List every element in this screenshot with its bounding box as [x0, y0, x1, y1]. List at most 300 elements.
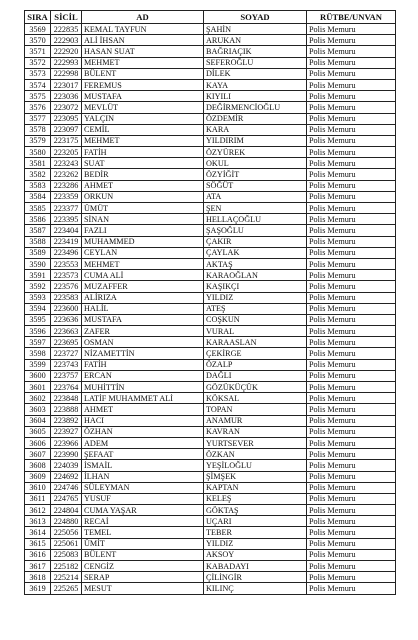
table-row	[25, 505, 396, 516]
table-row	[25, 191, 396, 202]
cell-ad: CEYLAN	[82, 247, 204, 258]
cell-rutbe: Polis Memuru	[307, 68, 396, 79]
header-sira: SIRA	[25, 11, 51, 24]
cell-sicil: 224039	[51, 460, 82, 471]
table-row	[25, 147, 396, 158]
cell-sira: 3615	[25, 538, 51, 549]
cell-soyad: UÇARI	[204, 516, 307, 527]
table-row	[25, 79, 396, 90]
cell-soyad: GÖZÜKÜÇÜK	[204, 382, 307, 393]
cell-sicil: 223553	[51, 258, 82, 269]
table-row	[25, 516, 396, 527]
cell-sicil: 224880	[51, 516, 82, 527]
cell-ad: ALİRIZA	[82, 292, 204, 303]
cell-soyad: HELLAÇOĞLU	[204, 214, 307, 225]
table-row	[25, 437, 396, 448]
cell-sicil: 223583	[51, 292, 82, 303]
cell-sicil: 223395	[51, 214, 82, 225]
cell-rutbe: Polis Memuru	[307, 191, 396, 202]
cell-sicil: 224746	[51, 482, 82, 493]
cell-sira: 3607	[25, 449, 51, 460]
cell-rutbe: Polis Memuru	[307, 561, 396, 572]
cell-sira: 3612	[25, 505, 51, 516]
cell-sira: 3580	[25, 147, 51, 158]
cell-soyad: ÖZALP	[204, 359, 307, 370]
cell-ad: FEREMUS	[82, 79, 204, 90]
cell-soyad: KILINÇ	[204, 583, 307, 594]
cell-soyad: ÖZYÜREK	[204, 147, 307, 158]
cell-ad: CEMİL	[82, 124, 204, 135]
table-row	[25, 359, 396, 370]
personnel-table	[24, 10, 396, 595]
cell-rutbe: Polis Memuru	[307, 281, 396, 292]
cell-ad: MUHAMMED	[82, 236, 204, 247]
cell-sicil: 223205	[51, 147, 82, 158]
cell-rutbe: Polis Memuru	[307, 303, 396, 314]
header-ad: AD	[82, 11, 204, 24]
table-row	[25, 113, 396, 124]
cell-sira: 3593	[25, 292, 51, 303]
cell-sira: 3576	[25, 102, 51, 113]
header-rutbe: RÜTBE/UNVAN	[307, 11, 396, 24]
table-row	[25, 404, 396, 415]
table-row	[25, 281, 396, 292]
cell-ad: BÜLENT	[82, 549, 204, 560]
cell-ad: BÜLENT	[82, 68, 204, 79]
cell-ad: ORKUN	[82, 191, 204, 202]
cell-sicil: 222903	[51, 35, 82, 46]
cell-soyad: ŞEN	[204, 203, 307, 214]
cell-sira: 3573	[25, 68, 51, 79]
cell-ad: AHMET	[82, 180, 204, 191]
cell-ad: MUHİTTİN	[82, 382, 204, 393]
cell-sicil: 222920	[51, 46, 82, 57]
cell-sicil: 223262	[51, 169, 82, 180]
cell-sira: 3598	[25, 348, 51, 359]
cell-ad: ÜMÜT	[82, 203, 204, 214]
cell-soyad: KARA	[204, 124, 307, 135]
table-row	[25, 292, 396, 303]
table-row	[25, 326, 396, 337]
cell-sira: 3571	[25, 46, 51, 57]
cell-sicil: 223888	[51, 404, 82, 415]
cell-rutbe: Polis Memuru	[307, 370, 396, 381]
cell-sicil: 225083	[51, 549, 82, 560]
table-row	[25, 538, 396, 549]
cell-soyad: KÖKSAL	[204, 393, 307, 404]
cell-sicil: 223095	[51, 113, 82, 124]
cell-soyad: ÇEKİRGE	[204, 348, 307, 359]
cell-ad: HALİL	[82, 303, 204, 314]
table-row	[25, 24, 396, 35]
cell-sicil: 223404	[51, 225, 82, 236]
cell-sicil: 225214	[51, 572, 82, 583]
cell-rutbe: Polis Memuru	[307, 393, 396, 404]
cell-sicil: 223377	[51, 203, 82, 214]
table-row	[25, 370, 396, 381]
cell-sira: 3601	[25, 382, 51, 393]
cell-rutbe: Polis Memuru	[307, 24, 396, 35]
cell-sicil: 223097	[51, 124, 82, 135]
cell-soyad: ÇAKIR	[204, 236, 307, 247]
cell-sira: 3618	[25, 572, 51, 583]
cell-sira: 3592	[25, 281, 51, 292]
cell-rutbe: Polis Memuru	[307, 214, 396, 225]
cell-ad: RECAİ	[82, 516, 204, 527]
table-row	[25, 303, 396, 314]
cell-rutbe: Polis Memuru	[307, 135, 396, 146]
cell-sicil: 223576	[51, 281, 82, 292]
cell-sicil: 225061	[51, 538, 82, 549]
cell-ad: ÖZHAN	[82, 426, 204, 437]
cell-sira: 3585	[25, 203, 51, 214]
cell-sira: 3597	[25, 337, 51, 348]
cell-ad: HASAN SUAT	[82, 46, 204, 57]
table-row	[25, 247, 396, 258]
cell-soyad: COŞKUN	[204, 314, 307, 325]
cell-rutbe: Polis Memuru	[307, 203, 396, 214]
cell-soyad: KAŞIKÇI	[204, 281, 307, 292]
table-row	[25, 158, 396, 169]
cell-sicil: 224765	[51, 493, 82, 504]
cell-rutbe: Polis Memuru	[307, 91, 396, 102]
cell-soyad: TOPAN	[204, 404, 307, 415]
cell-ad: MESUT	[82, 583, 204, 594]
cell-sicil: 223600	[51, 303, 82, 314]
cell-ad: SERAP	[82, 572, 204, 583]
cell-ad: YALÇIN	[82, 113, 204, 124]
cell-sicil: 223892	[51, 415, 82, 426]
cell-rutbe: Polis Memuru	[307, 147, 396, 158]
cell-sicil: 223286	[51, 180, 82, 191]
cell-rutbe: Polis Memuru	[307, 505, 396, 516]
cell-ad: AHMET	[82, 404, 204, 415]
cell-soyad: DİLEK	[204, 68, 307, 79]
cell-ad: BEDİR	[82, 169, 204, 180]
cell-soyad: YILDIZ	[204, 538, 307, 549]
cell-ad: KEMAL TAYFUN	[82, 24, 204, 35]
cell-ad: MUSTAFA	[82, 314, 204, 325]
cell-sira: 3577	[25, 113, 51, 124]
cell-sira: 3569	[25, 24, 51, 35]
cell-sicil: 222835	[51, 24, 82, 35]
cell-sira: 3609	[25, 471, 51, 482]
table-row	[25, 415, 396, 426]
cell-soyad: ÖZDEMİR	[204, 113, 307, 124]
cell-sicil: 223990	[51, 449, 82, 460]
cell-soyad: YILDIRIM	[204, 135, 307, 146]
header-row	[25, 11, 396, 24]
cell-ad: MEHMET	[82, 135, 204, 146]
cell-soyad: ATA	[204, 191, 307, 202]
cell-ad: İSMAİL	[82, 460, 204, 471]
cell-sira: 3589	[25, 247, 51, 258]
cell-ad: YUSUF	[82, 493, 204, 504]
cell-soyad: YURTSEVER	[204, 437, 307, 448]
cell-sicil: 223743	[51, 359, 82, 370]
cell-sira: 3605	[25, 426, 51, 437]
cell-rutbe: Polis Memuru	[307, 337, 396, 348]
cell-sicil: 223573	[51, 270, 82, 281]
cell-sira: 3587	[25, 225, 51, 236]
table-row	[25, 348, 396, 359]
cell-soyad: OKUL	[204, 158, 307, 169]
cell-soyad: KAVRAN	[204, 426, 307, 437]
cell-rutbe: Polis Memuru	[307, 516, 396, 527]
table-row	[25, 449, 396, 460]
cell-sicil: 224692	[51, 471, 82, 482]
cell-soyad: ŞİMŞEK	[204, 471, 307, 482]
cell-soyad: DAĞLI	[204, 370, 307, 381]
cell-sicil: 223175	[51, 135, 82, 146]
cell-soyad: ANAMUR	[204, 415, 307, 426]
cell-sicil: 222998	[51, 68, 82, 79]
cell-sira: 3570	[25, 35, 51, 46]
header-sicil: SİCİL	[51, 11, 82, 24]
cell-sira: 3606	[25, 437, 51, 448]
cell-sicil: 225265	[51, 583, 82, 594]
cell-ad: MEHMET	[82, 57, 204, 68]
cell-sicil: 223243	[51, 158, 82, 169]
table-row	[25, 493, 396, 504]
table-row	[25, 258, 396, 269]
cell-ad: ALİ İHSAN	[82, 35, 204, 46]
cell-ad: MEHMET	[82, 258, 204, 269]
cell-rutbe: Polis Memuru	[307, 549, 396, 560]
cell-ad: HACI	[82, 415, 204, 426]
table-row	[25, 214, 396, 225]
cell-soyad: ATEŞ	[204, 303, 307, 314]
cell-rutbe: Polis Memuru	[307, 46, 396, 57]
cell-sicil: 225182	[51, 561, 82, 572]
cell-sira: 3572	[25, 57, 51, 68]
cell-sicil: 223017	[51, 79, 82, 90]
cell-soyad: DEĞİRMENCİOĞLU	[204, 102, 307, 113]
cell-rutbe: Polis Memuru	[307, 270, 396, 281]
cell-ad: FAZLI	[82, 225, 204, 236]
table-row	[25, 270, 396, 281]
table-row	[25, 527, 396, 538]
cell-rutbe: Polis Memuru	[307, 482, 396, 493]
cell-soyad: ŞAŞOĞLU	[204, 225, 307, 236]
cell-sicil: 223663	[51, 326, 82, 337]
cell-ad: OSMAN	[82, 337, 204, 348]
cell-soyad: AKSOY	[204, 549, 307, 560]
cell-ad: TEMEL	[82, 527, 204, 538]
cell-ad: CUMA ALİ	[82, 270, 204, 281]
cell-ad: ERCAN	[82, 370, 204, 381]
cell-rutbe: Polis Memuru	[307, 572, 396, 583]
cell-soyad: VURAL	[204, 326, 307, 337]
table-row	[25, 102, 396, 113]
cell-rutbe: Polis Memuru	[307, 158, 396, 169]
table-row	[25, 180, 396, 191]
cell-ad: SUAT	[82, 158, 204, 169]
cell-sira: 3586	[25, 214, 51, 225]
cell-sira: 3614	[25, 527, 51, 538]
cell-sira: 3575	[25, 91, 51, 102]
cell-soyad: ARUKAN	[204, 35, 307, 46]
cell-ad: MUSTAFA	[82, 91, 204, 102]
cell-sira: 3594	[25, 303, 51, 314]
cell-sira: 3583	[25, 180, 51, 191]
cell-rutbe: Polis Memuru	[307, 348, 396, 359]
cell-rutbe: Polis Memuru	[307, 382, 396, 393]
cell-rutbe: Polis Memuru	[307, 102, 396, 113]
cell-sira: 3619	[25, 583, 51, 594]
cell-sira: 3610	[25, 482, 51, 493]
cell-rutbe: Polis Memuru	[307, 426, 396, 437]
cell-soyad: BAĞRIAÇIK	[204, 46, 307, 57]
cell-sicil: 223695	[51, 337, 82, 348]
cell-ad: FATİH	[82, 359, 204, 370]
table-row	[25, 91, 396, 102]
cell-sira: 3608	[25, 460, 51, 471]
cell-ad: SÜLEYMAN	[82, 482, 204, 493]
cell-sicil: 223848	[51, 393, 82, 404]
cell-sicil: 223727	[51, 348, 82, 359]
cell-sicil: 223764	[51, 382, 82, 393]
cell-sira: 3604	[25, 415, 51, 426]
cell-sira: 3591	[25, 270, 51, 281]
cell-soyad: KAYA	[204, 79, 307, 90]
cell-sira: 3617	[25, 561, 51, 572]
cell-sira: 3595	[25, 314, 51, 325]
table-row	[25, 314, 396, 325]
table-row	[25, 68, 396, 79]
cell-sira: 3611	[25, 493, 51, 504]
cell-rutbe: Polis Memuru	[307, 527, 396, 538]
cell-rutbe: Polis Memuru	[307, 460, 396, 471]
cell-sira: 3602	[25, 393, 51, 404]
table-row	[25, 169, 396, 180]
cell-ad: ZAFER	[82, 326, 204, 337]
cell-soyad: KARAOĞLAN	[204, 270, 307, 281]
cell-rutbe: Polis Memuru	[307, 314, 396, 325]
cell-soyad: AKTAŞ	[204, 258, 307, 269]
cell-rutbe: Polis Memuru	[307, 35, 396, 46]
cell-ad: FATİH	[82, 147, 204, 158]
cell-sicil: 224804	[51, 505, 82, 516]
cell-soyad: ÇAYLAK	[204, 247, 307, 258]
cell-sira: 3616	[25, 549, 51, 560]
cell-sira: 3596	[25, 326, 51, 337]
cell-rutbe: Polis Memuru	[307, 292, 396, 303]
table-row	[25, 337, 396, 348]
cell-sira: 3581	[25, 158, 51, 169]
cell-sira: 3613	[25, 516, 51, 527]
cell-soyad: YEŞİLOĞLU	[204, 460, 307, 471]
cell-rutbe: Polis Memuru	[307, 359, 396, 370]
cell-ad: İLHAN	[82, 471, 204, 482]
table-body	[25, 24, 396, 595]
cell-sicil: 223419	[51, 236, 82, 247]
cell-rutbe: Polis Memuru	[307, 471, 396, 482]
cell-rutbe: Polis Memuru	[307, 415, 396, 426]
table-row	[25, 572, 396, 583]
cell-ad: ADEM	[82, 437, 204, 448]
cell-rutbe: Polis Memuru	[307, 538, 396, 549]
cell-soyad: KAPTAN	[204, 482, 307, 493]
cell-sira: 3599	[25, 359, 51, 370]
table-row	[25, 583, 396, 594]
cell-sicil: 223359	[51, 191, 82, 202]
cell-rutbe: Polis Memuru	[307, 404, 396, 415]
cell-sicil: 223036	[51, 91, 82, 102]
cell-rutbe: Polis Memuru	[307, 124, 396, 135]
cell-ad: CENGİZ	[82, 561, 204, 572]
cell-ad: NİZAMETTİN	[82, 348, 204, 359]
table-row	[25, 135, 396, 146]
table-row	[25, 57, 396, 68]
cell-rutbe: Polis Memuru	[307, 258, 396, 269]
cell-ad: LATİF MUHAMMET ALİ	[82, 393, 204, 404]
table-row	[25, 482, 396, 493]
table-row	[25, 471, 396, 482]
table-row	[25, 35, 396, 46]
cell-ad: CUMA YAŞAR	[82, 505, 204, 516]
header-soyad: SOYAD	[204, 11, 307, 24]
cell-soyad: YILDIZ	[204, 292, 307, 303]
cell-sira: 3579	[25, 135, 51, 146]
cell-rutbe: Polis Memuru	[307, 437, 396, 448]
cell-sira: 3603	[25, 404, 51, 415]
cell-sira: 3574	[25, 79, 51, 90]
table-row	[25, 460, 396, 471]
cell-sira: 3578	[25, 124, 51, 135]
cell-soyad: ÇİLİNGİR	[204, 572, 307, 583]
cell-soyad: ÖZYİĞİT	[204, 169, 307, 180]
cell-rutbe: Polis Memuru	[307, 449, 396, 460]
cell-soyad: TEBER	[204, 527, 307, 538]
cell-rutbe: Polis Memuru	[307, 113, 396, 124]
cell-rutbe: Polis Memuru	[307, 180, 396, 191]
cell-rutbe: Polis Memuru	[307, 326, 396, 337]
table-row	[25, 549, 396, 560]
cell-sicil: 223636	[51, 314, 82, 325]
cell-sicil: 223927	[51, 426, 82, 437]
cell-ad: ÜMİT	[82, 538, 204, 549]
cell-sicil: 225056	[51, 527, 82, 538]
cell-soyad: KABADAYI	[204, 561, 307, 572]
cell-soyad: SEFEROĞLU	[204, 57, 307, 68]
cell-soyad: ÖZKAN	[204, 449, 307, 460]
cell-sicil: 223072	[51, 102, 82, 113]
table-row	[25, 203, 396, 214]
table-row	[25, 393, 396, 404]
cell-soyad: ŞAHİN	[204, 24, 307, 35]
cell-sicil: 223966	[51, 437, 82, 448]
cell-rutbe: Polis Memuru	[307, 236, 396, 247]
cell-rutbe: Polis Memuru	[307, 225, 396, 236]
table-row	[25, 236, 396, 247]
cell-sira: 3582	[25, 169, 51, 180]
cell-sicil: 223496	[51, 247, 82, 258]
cell-ad: ŞEFAAT	[82, 449, 204, 460]
cell-soyad: KELEŞ	[204, 493, 307, 504]
cell-sicil: 223757	[51, 370, 82, 381]
table-row	[25, 382, 396, 393]
cell-sicil: 222993	[51, 57, 82, 68]
cell-soyad: KARAASLAN	[204, 337, 307, 348]
cell-soyad: SÖĞÜT	[204, 180, 307, 191]
cell-rutbe: Polis Memuru	[307, 583, 396, 594]
cell-rutbe: Polis Memuru	[307, 247, 396, 258]
table-row	[25, 46, 396, 57]
cell-ad: SİNAN	[82, 214, 204, 225]
cell-rutbe: Polis Memuru	[307, 493, 396, 504]
cell-rutbe: Polis Memuru	[307, 79, 396, 90]
